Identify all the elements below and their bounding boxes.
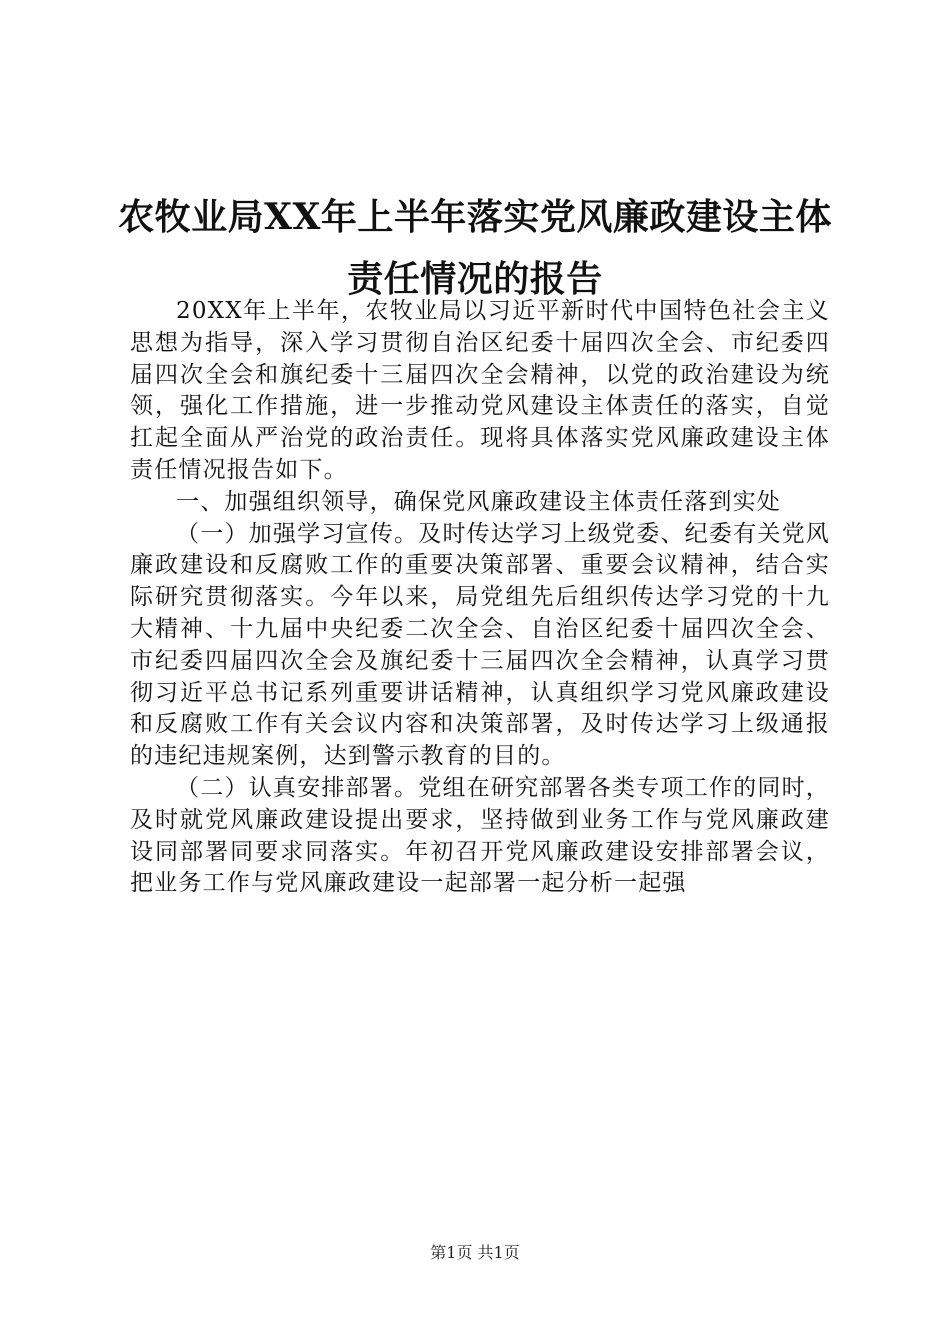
section-heading-1: 一、加强组织领导，确保党风廉政建设主体责任落到实处 — [176, 488, 781, 515]
paragraph-study-publicity: （一）加强学习宣传。及时传达学习上级党委、纪委有关党风廉政建设和反腐败工作的重要决策部署、重要会议精神，结合实际研究贯彻落实。今年以来，局党组先后组织传达学习党的十九大精神、十九届中央纪委二次全会、自治区纪委十届四次全会、市纪委四届四次全会及旗纪委十三届四次全会精神，认真学习贯彻习近平总书记系列重要讲话精神，认真组织学习党风廉政建设和反腐败工作有关会议内容和决策部署，及时传达学习上级通报的违纪违规案例，达到警示教育的目的。 — [130, 520, 830, 770]
title-line-1: 农牧业局XX年上半年落实党风廉政建设主体 — [118, 196, 832, 238]
paragraph-intro: 20XX年上半年，农牧业局以习近平新时代中国特色社会主义思想为指导，深入学习贯彻自治区纪委十届四次全会、市纪委四届四次全会和旗纪委十三届四次全会精神，以党的政治建设为统领，强化工作措施，进一步推动党风建设主体责任的落实，自觉扛起全面从严治党的政治责任。现将具体落实党风廉政建设主体责任情况报告如下。 — [130, 298, 830, 483]
title-line-2: 责任情况的报告 — [347, 258, 603, 300]
page-number-footer: 第1页 共1页 — [430, 1243, 520, 1262]
paragraph-arrangement: （二）认真安排部署。党组在研究部署各类专项工作的同时，及时就党风廉政建设提出要求，坚持做到业务工作与党风廉政建设同部署同要求同落实。年初召开党风廉政建设安排部署会议，把业务工作与党风廉政建设一起部署一起分析一起强 — [130, 774, 830, 897]
document-body — [130, 296, 830, 900]
document-title — [100, 186, 850, 310]
